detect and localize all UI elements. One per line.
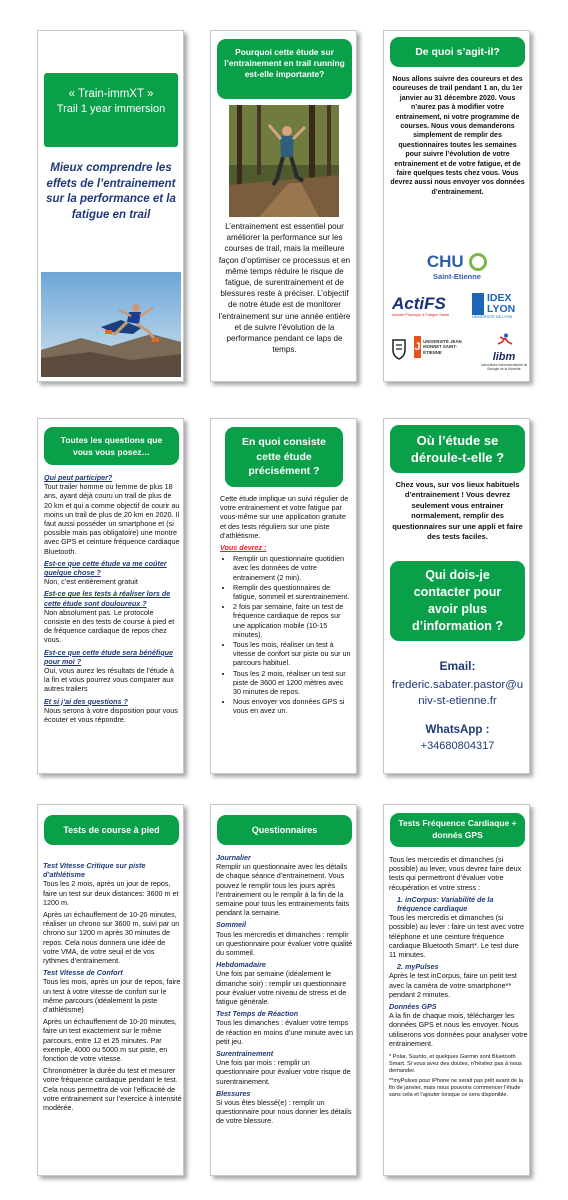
questionnaires-panel [210, 804, 357, 1176]
faq-answer: Tout trailer homme ou femme de plus 18 ans, ayant déjà couru un trail de plus de 20 km et qui a comme objectif de courir au moins un trail de plus de 20 km en 2020. Il faut aussi posséder un smartphone et (si possible mais pas obligatoire) une montre avec GPS et ceinture fréquence cardiaque Bluetooth. [44, 482, 180, 556]
actifs-logo [392, 295, 462, 318]
where-header-text: Où l’étude se déroule-t-elle ? [410, 433, 505, 465]
hr-text: Tous les mercredis et dimanches (si possible) au lever : faire un test avec votre téléphone et une ceinture fréquence cardiaque Bluetooth Smart*. Le test dure 11 minutes. [389, 913, 525, 960]
questionnaire-heading: Journalier [216, 853, 251, 862]
faq-question: Et si j’ai des questions ? [44, 696, 128, 706]
test-text: Chronométrer la durée du test et mesurer votre fréquence cardiaque pendant le test. Cela nous permettra de voir l’efficacité de votre entrainement sur l’exercice à intensité modérée. [43, 1066, 182, 1113]
ujm-logo-mark: J [414, 336, 421, 358]
task-item: • 2 fois par semaine, faire un test de fréquence cardiaque de repos sur une application mobile (10-15 minutes). [233, 602, 353, 639]
runner-icon [494, 333, 514, 347]
footnote: **myPulses pour iPhone ne serait pas prêt avant de la fin de janvier, mais nous pouvons commencer l’étude sans cela et l’ajouter lorsque ce sera disponible. [389, 1077, 524, 1099]
study-title: « Train-immXT » [68, 88, 154, 100]
test-text: Tous les 2 mois, après un jour de repos, faire un test sur deux distances: 3600 m et 1200 m. [43, 879, 179, 907]
task-item: • Nous envoyer vos données GPS si vous en avez un. [233, 697, 353, 715]
what-header-text: De quoi s’agit-il? [415, 46, 500, 58]
task-list [220, 554, 353, 715]
where-body: Chez vous, sur vos lieux habituels d’entrainement ! Vous devrez seulement vous entrainer normalement, remplir des questionnaires sur une appli et faire des tests faciles. [392, 480, 523, 542]
heart-rate-header-text: Tests Fréquence Cardiaque + donnés GPS [398, 818, 517, 840]
faq-answer: Nous serons à votre disposition pour vous écouter et vous répondre. [44, 705, 178, 725]
faq-body [44, 473, 181, 724]
faq-header [44, 427, 179, 465]
questionnaire-text: Une fois par mois : remplir un questionnaire pour évaluer votre risque de surentrainement. [216, 1058, 351, 1086]
contact-header-text: Qui dois-je contacter pour avoir plus d’information ? [412, 568, 503, 633]
tagline: Mieux comprendre les effets de l’entrainement sur la performance et la fatigue en trail [46, 162, 176, 221]
details-panel [210, 418, 357, 774]
hr-text: A la fin de chaque mois, télécharger les données GPS et nous les envoyer. Nous utiliserons vos données pour analyser votre entrainement. [389, 1011, 528, 1048]
questionnaire-heading: Surentrainement [216, 1049, 274, 1059]
test-heading: Test Vitesse Critique sur piste d’athlétisme [43, 861, 146, 880]
why-header-text: Pourquoi cette étude sur l’entrainement en trail running est-elle importante? [224, 47, 345, 79]
running-tests-body [43, 861, 182, 1112]
questionnaires-body [216, 853, 355, 1126]
faq-panel [37, 418, 184, 774]
faq-question: Est-ce que cette étude sera bénéfique pour moi ? [44, 647, 174, 666]
details-subhead: Vous devrez : [220, 543, 267, 553]
whatsapp-number[interactable]: +34680804317 [420, 740, 495, 752]
faq-answer: Non absolument pas. Le protocole consiste en des tests de course à pied et de fréquence cardiaque de repos chez vous. [44, 607, 175, 645]
faq-question: Est-ce que cette étude va me coûter quelque chose ? [44, 558, 167, 578]
details-header-text: En quoi consiste cette étude précisément ? [241, 436, 326, 477]
chu-logo-main: CHU [426, 252, 464, 271]
contact-header [390, 561, 525, 641]
runner-photo [41, 272, 181, 377]
what-panel [383, 30, 530, 382]
heart-rate-header [390, 813, 525, 847]
cover-panel [37, 30, 184, 382]
questionnaire-text: Tous les dimanches : évaluer votre temps de réaction en moins d’une minute avec un petit jeu. [216, 1018, 354, 1046]
idex-logo [472, 293, 526, 320]
actifs-logo-main: ActiFS [392, 294, 446, 313]
chu-logo [426, 253, 488, 287]
idex-logo-2: LYON [487, 303, 516, 315]
questionnaire-text: Tous les mercredis et dimanches : remplir un questionnaire pour évaluer votre qualité du sommeil. [216, 929, 353, 958]
questionnaire-heading: Test Temps de Réaction [216, 1009, 299, 1019]
chu-logo-mark [469, 253, 487, 271]
details-body [220, 494, 353, 717]
hr-heading: 1. inCorpus: Variabilité de la fréquence cardiaque [397, 894, 494, 914]
email-label: Email: [439, 659, 476, 673]
task-item: • Remplir des questionnaires de fatigue, sommeil et surentrainement. [233, 583, 353, 601]
actifs-logo-sub: Activité Physique & Fatigue Santé [392, 313, 450, 317]
running-tests-header [44, 815, 179, 845]
why-body: L’entrainement est essentiel pour améliorer la performance sur les courses de trail, mais la meilleure façon d’optimiser ce processus et en même temps réduire le risque de fatigue, de surentrainement et de blessures reste à préciser. L’objectif de notre étude est de monitorer l’entrainement sur une année entière et de suivre l’évolution de la performance pendant ce laps de temps. [218, 222, 351, 355]
libm-logo [480, 333, 528, 371]
idex-logo-mark [472, 293, 484, 315]
faq-answer: Oui, vous aurez les résultats de l’étude à la fin et vous pourrez vous comparer aux autres trailers [44, 666, 174, 694]
test-text: Tous les mois, après un jour de repos, faire un test à votre vitesse de confort sur le même parcours (idéalement la piste d’athlétisme) [43, 977, 181, 1015]
hr-text: Après le test inCorpus, faire un petit test avec la caméra de votre smartphone** pendant 2 minutes. [389, 971, 517, 999]
heart-rate-intro: Tous les mercredis et dimanches (si possible) au lever, vous devrez faire deux tests qui permettront d’évaluer votre récupération et votre stress : [389, 855, 522, 892]
questionnaire-text: Une fois par semaine (idéalement le dimanche soir) : remplir un questionnaire pour évaluer votre niveau de stress et de fatigue générale. [216, 969, 347, 1007]
libm-logo-main: libm [492, 351, 516, 363]
task-item: • Remplir un questionnaire quotidien avec les données de votre entrainement (2 min). [233, 554, 353, 582]
faq-answer: Non, c’est entièrement gratuit [44, 577, 138, 587]
questionnaire-text: Remplir un questionnaire avec les détails de chaque séance d’entrainement. Vous pouvez le remplir tous les jours après l’entrainement ou le remplir à la fin de la semaine pour tous les entrainements faits pendant la semaine. [216, 862, 350, 918]
questionnaires-header-text: Questionnaires [251, 825, 318, 835]
faq-header-text: Toutes les questions que vous vous posez… [60, 435, 163, 457]
study-subtitle: Trail 1 year immersion [56, 103, 166, 115]
task-item: • Tous les 2 mois, réaliser un test sur piste de 3600 et 1200 mètres avec 30 minutes de repos. [233, 669, 353, 697]
where-header [390, 425, 525, 473]
running-tests-header-text: Tests de course à pied [63, 825, 160, 835]
questionnaire-heading: Sommeil [216, 920, 246, 930]
what-body: Nous allons suivre des coureurs et des coureuses de trail pendant 1 an, du 1er janvier au 31 décembre 2020. Vous n’aurez pas à modifier votre entrainement, ni votre programme de courses. Nous vous demanderons simplement de remplir des questionnaires toutes les semaines pour suivre l’évolution de votre entrainement et de votre fatigue, et de faire quelques tests chez vous. Vous devrez aussi nous envoyer vos données d’entrainement. [390, 76, 525, 196]
whatsapp-label: WhatsApp : [425, 724, 490, 736]
faq-question: Qui peut participer? [44, 473, 113, 482]
details-intro: Cette étude implique un suivi régulier de votre entrainement et votre fatigue par vous-même sur une application gratuite et des tests réguliers sur une piste d’athlétisme. [220, 494, 349, 540]
idex-logo-1: IDEX [487, 292, 512, 304]
trail-runner-photo [229, 105, 339, 217]
test-text: Après un échauffement de 10-20 minutes, faire un test exactement sur le même parcours, entre 12 et 25 minutes. Par exemple, 4000 ou 5000 m sur piste, en fonction de votre vitesse. [43, 1017, 177, 1064]
hr-heading: 2. myPulses [397, 962, 439, 972]
what-header [390, 37, 525, 67]
libm-logo-sub: Laboratoire Interuniversitaire de Biologie de la Motricité [480, 363, 528, 371]
title-box [44, 73, 178, 147]
ujm-logo [414, 336, 470, 358]
footnote: * Polar, Suunto, et quelques Garmin sont Bluetooth Smart. Si vous avez des doutes, n’hésitez pas à nous demander. [389, 1054, 522, 1075]
idex-logo-sub: UNIVERSITÉ DE LYON [472, 315, 513, 319]
questionnaire-text: Si vous êtes blessé(e) : remplir un questionnaire pour nous donner les détails de votre blessure. [216, 1098, 352, 1126]
where-panel [383, 418, 530, 774]
task-item: • Tous les mois, réaliser un test à vitesse de confort sur piste ou sur un parcours habituel. [233, 640, 353, 668]
hr-heading: Données GPS [389, 1002, 437, 1012]
questionnaire-heading: Hebdomadaire [216, 960, 266, 970]
why-panel [210, 30, 357, 382]
why-header [217, 39, 352, 99]
faq-question: Est-ce que les tests à réaliser lors de cette étude sont douloureux ? [44, 589, 171, 608]
test-heading: Test Vitesse de Confort [43, 968, 123, 978]
running-tests-panel [37, 804, 184, 1176]
test-text: Après un échauffement de 10-20 minutes, réaliser un chrono sur 3600 m, suivi par un chrono sur 1200 m après 30 minutes de repos. Cela nous donnera une idée de votre VMA, de votre seuil et de vos rythmes d’entrainement. [43, 910, 180, 966]
ujm-logo-text: UNIVERSITÉ JEAN MONNET SAINT-ÉTIENNE [423, 338, 462, 355]
details-header [225, 427, 343, 487]
chu-logo-sub: Saint-Etienne [433, 272, 481, 281]
email-link[interactable]: frederic.sabater.pastor@univ-st-etienne.fr [391, 679, 524, 707]
questionnaire-heading: Blessures [216, 1088, 251, 1098]
questionnaires-header [217, 815, 352, 845]
heart-rate-panel [383, 804, 530, 1176]
heart-rate-body [389, 855, 528, 1099]
shield-icon [391, 338, 407, 360]
